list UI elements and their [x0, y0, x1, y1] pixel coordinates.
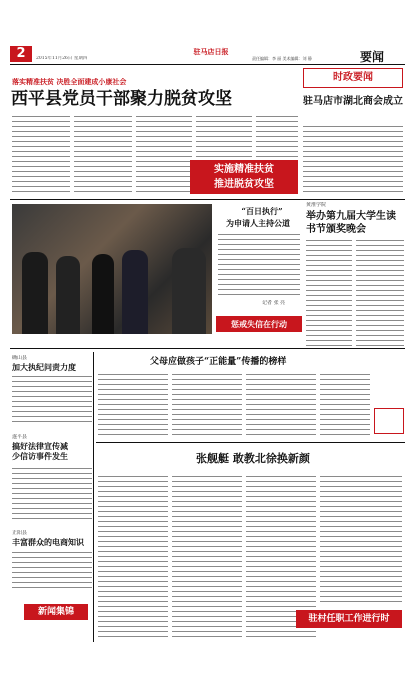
lead-banner-line-1: 实施精准扶贫	[214, 164, 274, 175]
column-banner	[303, 68, 403, 88]
mid-story-body-col-4	[320, 372, 370, 438]
brief-2-headline: 搞好法律宣传减少信访事件发生	[12, 441, 68, 461]
masthead-logo: 驻马店日报	[193, 47, 229, 56]
photo-figure-1	[22, 252, 48, 334]
bottom-story-body-col-1	[98, 474, 168, 638]
mid-story-body-col-1	[98, 372, 168, 438]
lead-body-col-1	[12, 114, 70, 194]
photo-figure-4	[122, 250, 148, 334]
mid-story-rule	[96, 442, 405, 443]
left-column	[10, 352, 92, 642]
masthead-date: 2015年11月26日 星期四	[36, 56, 88, 61]
masthead-issue-info: 责任编辑：李 丽 美术编辑：刘 静	[252, 56, 312, 61]
photo-rule	[10, 348, 405, 349]
news-photo	[12, 204, 212, 334]
lead-rule	[10, 199, 405, 200]
right-mid-headline: 举办第九届大学生读书节颁奖晚会	[306, 211, 396, 235]
photo-figure-2	[56, 256, 80, 334]
photo-story-headline: 为申请人主持公道	[226, 218, 290, 228]
lead-body-col-2	[74, 114, 132, 194]
column-banner-label: 时政要闻	[333, 72, 373, 83]
lead-banner-line-2: 推进脱贫攻坚	[214, 179, 274, 190]
lead-body-col-5	[256, 114, 298, 160]
right-mid-kicker: 黄淮学院	[306, 202, 327, 208]
mid-story-stamp	[374, 408, 404, 434]
photo-story-banner: 惩戒失信在行动	[216, 316, 302, 332]
mid-story-body-col-3	[246, 372, 316, 438]
masthead-rule	[10, 64, 405, 65]
brief-1-headline: 加大执纪问责力度	[12, 362, 76, 372]
lead-body-col-3	[136, 114, 192, 194]
brief-3-body	[12, 550, 92, 590]
brief-3-kicker: 正阳县	[12, 530, 28, 536]
brief-1-body	[12, 374, 92, 424]
page-number: 2	[10, 46, 32, 62]
mid-story-body-col-2	[172, 372, 242, 438]
photo-story-body	[218, 232, 300, 298]
right-top-headline: 驻马店市湖北商会成立	[303, 96, 403, 107]
bottom-story-headline: 张舰艇 敢教北徐换新颜	[196, 452, 310, 465]
masthead	[10, 44, 405, 64]
photo-figure-3	[92, 254, 114, 334]
photo-figure-5	[172, 248, 206, 334]
right-mid-body-col-1	[306, 238, 352, 348]
lead-banner	[190, 160, 298, 194]
brief-1-kicker: 确山县	[12, 355, 28, 361]
section-title: 要闻	[360, 50, 385, 64]
bottom-story-body-col-2	[172, 474, 242, 638]
lead-headline: 西平县党员干部聚力脱贫攻坚	[11, 89, 232, 109]
left-column-rule	[93, 352, 94, 642]
bottom-banner: 驻村任职工作进行时	[296, 610, 402, 628]
lead-kicker: 落实精准扶贫 决胜全面建成小康社会	[12, 78, 127, 86]
brief-3-headline: 丰富群众的电商知识	[12, 537, 84, 547]
right-mid-body-col-2	[356, 238, 404, 348]
bottom-story-body-col-4	[320, 474, 402, 604]
right-top-body	[303, 124, 403, 196]
photo-story-kicker: “百日执行”	[241, 206, 283, 216]
photo-story-byline: 记者 张 亮	[262, 300, 286, 306]
brief-2-body	[12, 466, 92, 522]
left-banner: 新闻集锦	[24, 604, 88, 620]
brief-2-kicker: 遂平县	[12, 434, 28, 440]
mid-story-headline: 父母应做孩子“正能量”传播的榜样	[150, 357, 287, 367]
